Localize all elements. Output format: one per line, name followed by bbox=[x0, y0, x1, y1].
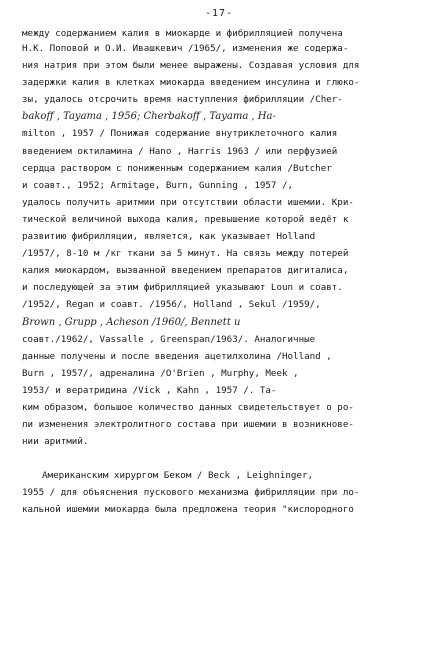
text-line: введением октиламина / Hano , Harris 1963 / или перфузией bbox=[22, 146, 338, 157]
text-line: соавт./1962/, Vassalle , Greenspan/1963/. Аналогичные bbox=[22, 334, 316, 345]
text-line: ния натрия при этом были менее выражены. Создавая условия для bbox=[22, 60, 360, 71]
text-line: нии аритмий. bbox=[22, 436, 89, 447]
page-number: -17- bbox=[204, 8, 234, 19]
text-line: Н.К. Поповой и О.И. Ивашкевич /1965/, изменения же содержа- bbox=[22, 43, 349, 54]
text-line: зы, удалось отсрочить время наступления фибрилляции /Cher- bbox=[22, 94, 343, 105]
text-line: тической величиной выхода калия, превышение которой ведёт к bbox=[22, 214, 349, 225]
text-line: /1952/, Regan и соавт. /1956/, Holland , Sekul /1959/, bbox=[22, 299, 321, 310]
text-line: удалось получить аритмии при отсутствии области ишемии. Кри- bbox=[22, 197, 354, 208]
text-line: Американским хирургом Беком / Beck , Leighninger, bbox=[42, 470, 314, 481]
text-line: и соавт., 1952; Armitage, Burn, Gunning , 1957 /, bbox=[22, 180, 294, 191]
text-line: данные получены и после введения ацетилхолина /Holland , bbox=[22, 351, 332, 362]
text-line: bakoff , Tayama , 1956; Cherbakoff , Tayama , Ha- bbox=[22, 111, 276, 122]
text-line: 1953/ и вератридина /Vick , Kahn , 1957 /. Та- bbox=[22, 385, 277, 396]
text-line: milton , 1957 / Понижая содержание внутриклеточного калия bbox=[22, 128, 338, 139]
text-line: развитию фибрилляции, является, как указывает Holland bbox=[22, 231, 316, 242]
text-line: Brown , Grupp , Acheson /1960/, Bennett и bbox=[22, 317, 241, 328]
text-line: и последующей за этим фибрилляцией указывают Loun и соавт. bbox=[22, 282, 343, 293]
text-line: калия миокардом, вызванной введением препаратов дигиталиса, bbox=[22, 265, 349, 276]
text-line: /1957/, 8-10 м /кг ткани за 5 минут. На связь между потерей bbox=[22, 248, 349, 259]
text-line: ким образом, большое количество данных свидетельствует о ро- bbox=[22, 402, 354, 413]
text-line: ли изменения электролитного состава при ишемии в возникнове- bbox=[22, 419, 354, 430]
text-line: сердца раствором с пониженным содержанием калия /Butcher bbox=[22, 163, 332, 174]
text-line: между содержанием калия в миокарде и фибрилляцией получена bbox=[22, 28, 343, 39]
text-line: задержки калия в клетках миокарда введением инсулина и глюко- bbox=[22, 77, 360, 88]
text-line: Burn , 1957/, адреналина /O'Brien , Murphy, Meek , bbox=[22, 368, 299, 379]
text-line: кальной ишемии миокарда была предложена теория "кислородного bbox=[22, 504, 354, 515]
text-line: 1955 / для объяснения пускового механизма фибрилляции при ло- bbox=[22, 487, 360, 498]
